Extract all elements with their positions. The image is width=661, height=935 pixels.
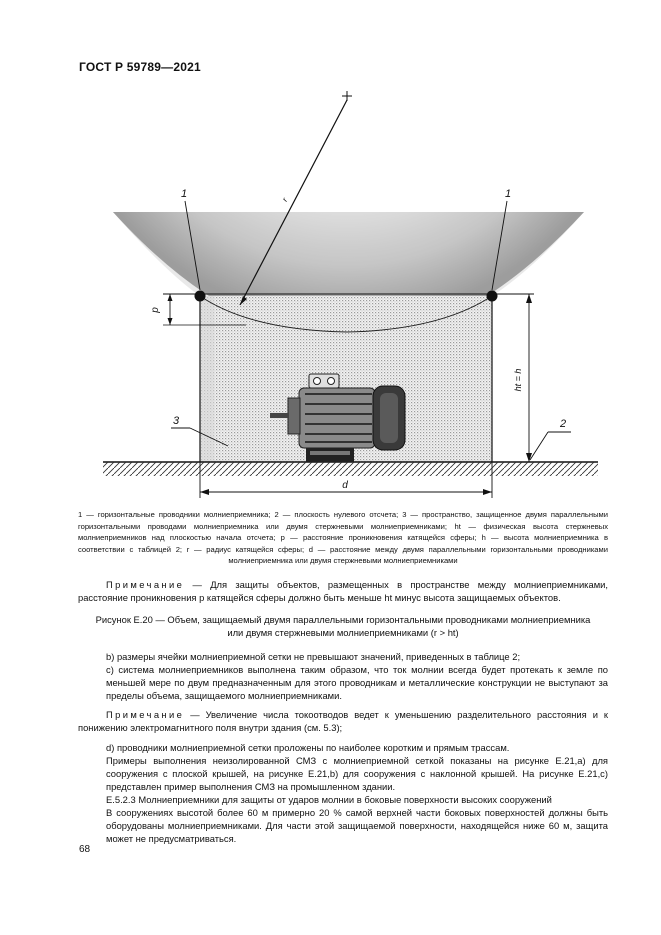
item-d: d) проводники молниеприемной сетки проложены по наиболее коротким и прямым трассам. [106, 742, 510, 753]
label-r: r [280, 196, 290, 204]
figure-e20 [90, 88, 600, 498]
final-paragraph: В сооружениях высотой более 60 м примерно 20 % самой верхней части боковых поверхностей должны быть оборудованы молниеприемниками. Для части этой защищаемой поверхности, находящейся ниже 60 м, защита может не предусматриваться. [106, 807, 608, 845]
page-number: 68 [79, 844, 91, 855]
label-d: d [342, 480, 348, 491]
label-ht: ht = h [513, 368, 523, 392]
caption-line-2: или двумя стержневыми молниеприемниками (r > ht) [227, 627, 459, 639]
note-2-text: — Увеличение числа токоотводов ведет к уменьшению разделительного расстояния и к понижению электромагнитного поля внутри здания (см. 5.3); [78, 709, 608, 734]
label-1-right: 1 [504, 188, 512, 200]
note-2-label: Примечание [106, 709, 185, 720]
caption-line-1: Рисунок Е.20 — Объем, защищаемый двумя параллельными горизонтальными проводниками молниеприемника [95, 614, 591, 625]
note-2 [78, 708, 608, 734]
label-3: 3 [172, 415, 180, 427]
conductor-right [487, 291, 498, 302]
note-1-label: Примечание [106, 579, 185, 590]
label-p: p [150, 307, 161, 313]
figure-legend: 1 — горизонтальные проводники молниеприемника; 2 — плоскость нулевого отсчета; 3 — пространство, защищенное двумя параллельными горизонтальными проводами молниеприемника или двумя стержневыми молниеприемниками; ht — физическая высота стержневых молниеприемников над плоскостью начала отсчета; p — расстояние проникновения катящейся сферы; h — высота молниеприемника в соответствии с таблицей 2; r — радиус катящейся сферы; d — расстояние между двумя параллельными горизонтальными проводниками молниеприемника или двумя стержневыми молниеприемниками [78, 510, 608, 566]
item-c: c) система молниеприемников выполнена таким образом, что ток молнии всегда будет протекать к земле по меньшей мере по двум предназначенным для этого проводникам и металлические конструкции не выступают за пределы объема, защищаемого молниеприемниками. [106, 664, 608, 702]
label-1-left: 1 [180, 188, 188, 200]
note-1 [78, 578, 608, 604]
figure-caption [78, 613, 608, 639]
document-header: ГОСТ Р 59789—2021 [79, 60, 201, 74]
section-heading: Е.5.2.3 Молниеприемники для защиты от ударов молнии в боковые поверхности высоких сооружений [106, 794, 552, 805]
note-1-text: — Для защиты объектов, размещенных в пространстве между молниеприемниками, расстояние проникновения p катящейся сферы должно быть меньше ht минус высота защищаемых объектов. [78, 579, 608, 604]
label-2: 2 [559, 418, 567, 430]
conductor-left [195, 291, 206, 302]
item-b: b) размеры ячейки молниеприемной сетки не превышают значений, приведенных в таблице 2; [106, 651, 521, 662]
examples-paragraph: Примеры выполнения неизолированной СМЗ с молниеприемной сеткой показаны на рисунке Е.21,а) для сооружения с плоской крышей, на рисунке Е.21,b) для сооружения с наклонной крышей. На рисунке Е.21,с) представлен пример выполнения СМЗ на промышленном здании. [106, 755, 608, 793]
